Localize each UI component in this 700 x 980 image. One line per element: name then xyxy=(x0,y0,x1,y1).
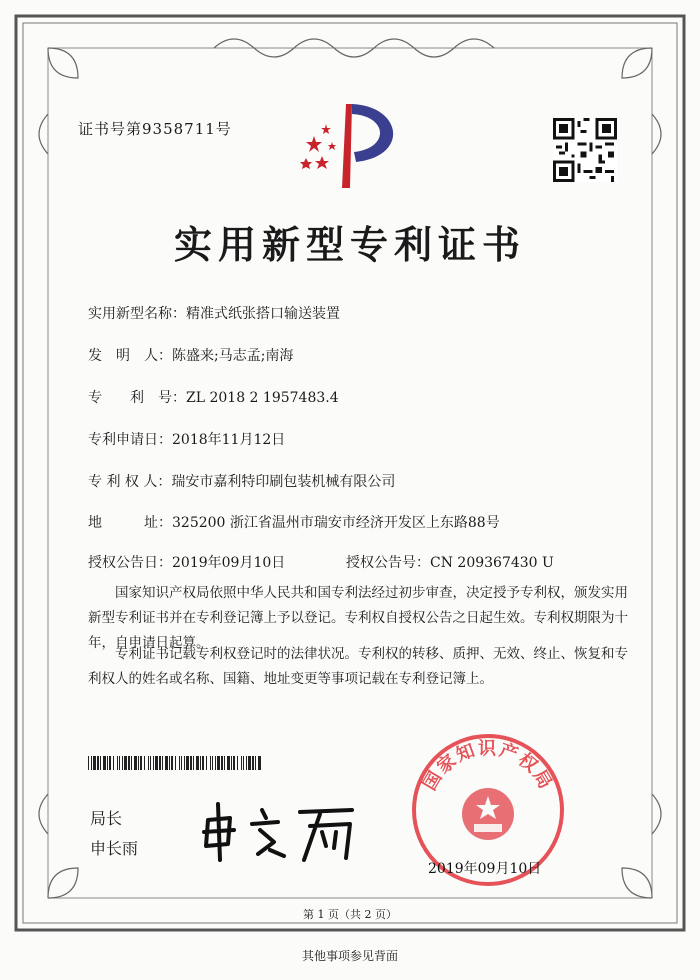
field-application-date xyxy=(88,429,285,449)
seal-date: 2019年09月10日 xyxy=(428,861,542,877)
legal-status-paragraph xyxy=(88,642,628,692)
certificate-number: 证书号第9358711号 xyxy=(78,120,232,138)
svg-text:国家知识产权局 xyxy=(419,738,557,795)
field-value: 陈盛来;马志孟;南海 xyxy=(172,348,294,364)
paragraph-line: 利权人的姓名或名称、国籍、地址变更等事项记载在专利登记簿上。 xyxy=(88,671,493,687)
cnipa-logo-icon xyxy=(292,96,412,196)
field-label: 实用新型名称： xyxy=(88,306,186,322)
field-label: 专 利 号： xyxy=(88,390,186,406)
paragraph-line: 新型专利证书并在专利登记簿上予以登记。专利权自授权公告之日起生效。专利权期限为十 xyxy=(88,610,628,626)
field-value: 精准式纸张搭口输送装置 xyxy=(186,306,340,322)
field-patentee xyxy=(88,471,395,491)
field-label: 地 址： xyxy=(88,515,172,531)
field-label: 发 明 人： xyxy=(88,348,172,364)
paragraph-line: 专利证书记载专利权登记时的法律状况。专利权的转移、质押、无效、终止、恢复和专 xyxy=(115,646,628,662)
field-patent-number xyxy=(88,387,339,407)
field-value: 2018年11月12日 xyxy=(172,432,286,448)
director-signature xyxy=(200,798,360,868)
field-label: 专 利 权 人： xyxy=(88,474,172,490)
field-value: CN 209367430 U xyxy=(430,555,554,571)
paragraph-line: 国家知识产权局依照中华人民共和国专利法经过初步审查，决定授予专利权，颁发实用 xyxy=(115,585,628,601)
qr-code-icon xyxy=(553,118,617,182)
field-label: 授权公告号： xyxy=(346,555,430,571)
field-utility-model-name xyxy=(88,303,340,323)
field-address xyxy=(88,512,500,532)
field-label: 专利申请日： xyxy=(88,432,172,448)
certificate-title: 实用新型专利证书 xyxy=(173,222,526,267)
paragraph-line: 年，自申请日起算。 xyxy=(88,635,210,651)
seal-text: 国家知识产权局 xyxy=(419,738,557,795)
field-inventors xyxy=(88,345,293,365)
director-name: 申长雨 xyxy=(90,839,139,858)
back-note: 其他事项参见背面 xyxy=(301,949,398,963)
field-value: 325200 浙江省温州市瑞安市经济开发区上东路88号 xyxy=(172,515,500,531)
field-announcement-number xyxy=(346,552,554,572)
page-number: 第 1 页（共 2 页） xyxy=(303,908,397,921)
field-value: 瑞安市嘉利特印刷包装机械有限公司 xyxy=(171,474,396,490)
field-value: ZL 2018 2 1957483.4 xyxy=(186,390,339,406)
field-announcement-date xyxy=(88,552,285,572)
director-title: 局长 xyxy=(90,809,123,828)
field-value: 2019年09月10日 xyxy=(172,555,286,571)
barcode-icon xyxy=(88,756,264,770)
field-label: 授权公告日： xyxy=(88,555,172,571)
